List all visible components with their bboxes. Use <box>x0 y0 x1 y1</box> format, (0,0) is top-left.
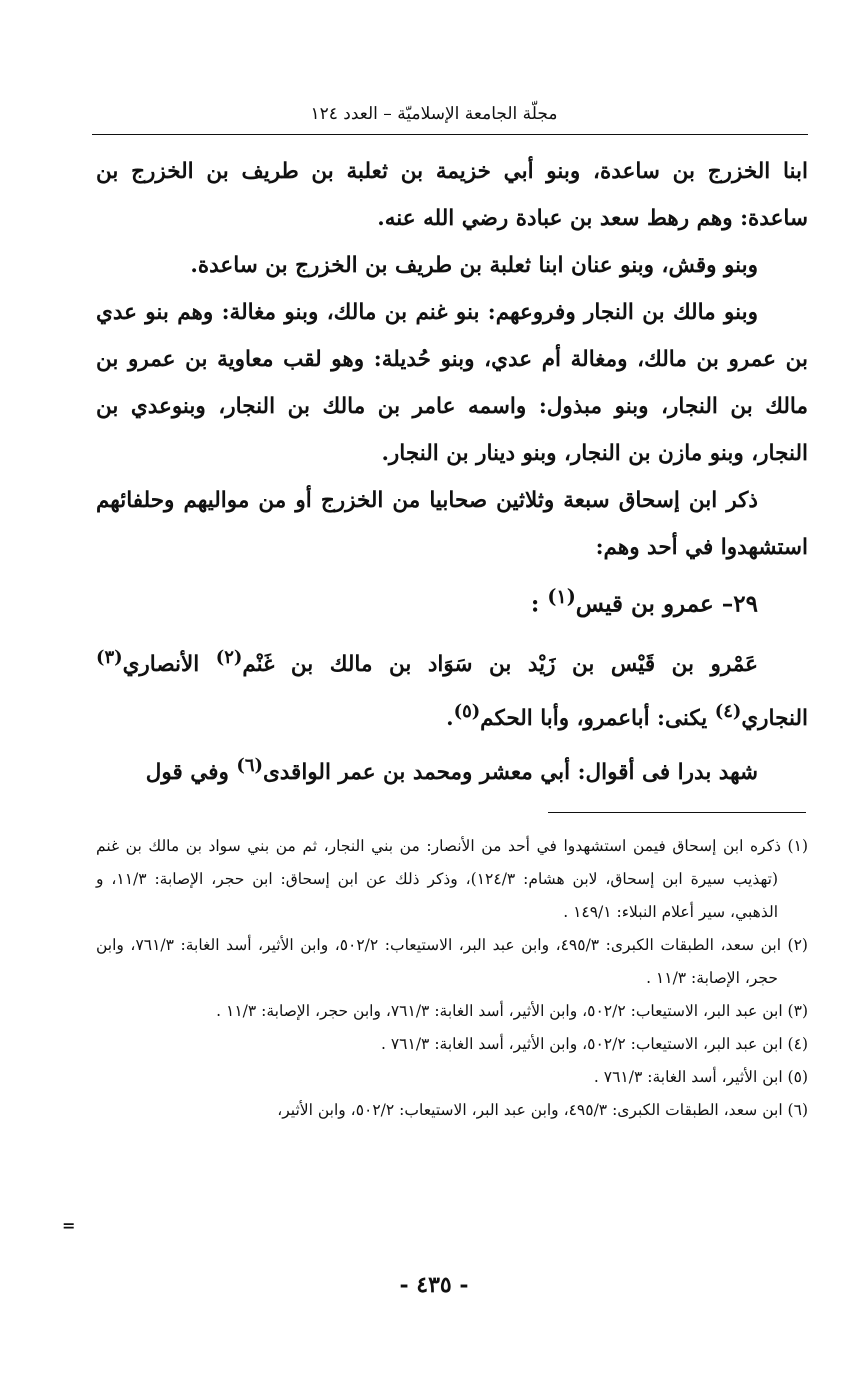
footnote-ref: (٤) <box>714 700 742 722</box>
text-run: عَمْرو بن قَيْس بن زَيْد بن سَوَاد بن مالك بن غَنْم <box>242 651 758 677</box>
section-heading <box>96 573 808 628</box>
footnote-ref: (٣) <box>96 646 123 668</box>
footnote-ref: (٥) <box>453 700 481 722</box>
paragraph <box>96 742 808 796</box>
footnote-ref: (٢) <box>215 646 243 668</box>
paragraph: ذكر ابن إسحاق سبعة وثلاثين صحابيا من الخزرج أو من مواليهم وحلفائهم استشهدوا في أحد وهم: <box>96 488 808 560</box>
continuation-mark: = <box>62 1216 76 1235</box>
text-run: يكنى: أباعمرو، وأبا الحكم <box>480 705 715 731</box>
text-run: وفي قول <box>145 760 237 786</box>
footnote: (١) ذكره ابن إسحاق فيمن استشهدوا في أحد من الأنصار: من بني النجار، ثم من بني سواد بن مالك بن غنم (تهذيب سيرة ابن إسحاق، لابن هشام: ١٢٤/٣)، وذكر ذلك عن ابن إسحاق: ابن حجر، الإصابة: ١١/٣، و الذهبي، سير أعلام النبلاء: ١٤٩/١ . <box>96 837 808 921</box>
footnote-ref: (١) <box>547 585 576 608</box>
text-run: النجاري <box>741 705 808 731</box>
main-text <box>96 148 808 796</box>
page-number: - ٤٣٥ - <box>399 1272 469 1298</box>
footnote: (٤) ابن عبد البر، الاستيعاب: ٥٠٢/٢، وابن الأثير، أسد الغابة: ٧٦١/٣ . <box>381 1035 808 1053</box>
paragraph <box>96 634 808 742</box>
paragraph: وبنو وقش، وبنو عنان ابنا ثعلبة بن طريف بن الخزرج بن ساعدة. <box>190 253 758 278</box>
heading-tail: : <box>530 590 548 618</box>
footnote: (٣) ابن عبد البر، الاستيعاب: ٥٠٢/٢، وابن الأثير، أسد الغابة: ٧٦١/٣، وابن حجر، الإصابة: ١١/٣ . <box>216 1002 808 1020</box>
paragraph: وبنو مالك بن النجار وفروعهم: بنو غنم بن مالك، وبنو مغالة: وهم بنو عدي بن عمرو بن مالك، ومغالة أم عدي، وبنو حُديلة: وهو لقب معاوية بن عمرو بن مالك بن النجار، وبنو مبذول: واسمه عامر بن مالك بن النجار، وبنوعدي بن النجار، وبنو مازن بن النجار، وبنو دينار بن النجار. <box>96 300 808 466</box>
paragraph: ابنا الخزرج بن ساعدة، وبنو أبي خزيمة بن ثعلبة بن طريف بن الخزرج بن ساعدة: وهم رهط سعد بن عبادة رضي الله عنه. <box>96 159 808 231</box>
footnote: (٢) ابن سعد، الطبقات الكبرى: ٤٩٥/٣، وابن عبد البر، الاستيعاب: ٥٠٢/٢، وابن الأثير، أسد الغابة: ٧٦١/٣، وابن حجر، الإصابة: ١١/٣ . <box>96 936 808 987</box>
text-run: شهد بدرا فى أقوال: أبي معشر ومحمد بن عمر الواقدى <box>262 760 758 786</box>
footnote-divider <box>548 812 806 813</box>
running-header: مجلّة الجامعة الإسلاميّة – العدد ١٢٤ <box>310 104 558 124</box>
text-run: . <box>446 705 454 731</box>
footnote: (٥) ابن الأثير، أسد الغابة: ٧٦١/٣ . <box>593 1068 808 1086</box>
footnote: (٦) ابن سعد، الطبقات الكبرى: ٤٩٥/٣، وابن عبد البر، الاستيعاب: ٥٠٢/٢، وابن الأثير، <box>277 1101 808 1119</box>
text-run: الأنصاري <box>122 651 216 677</box>
footnotes <box>96 830 808 1127</box>
heading-text: ٢٩– عمرو بن قيس <box>575 590 758 618</box>
header-divider <box>92 134 808 135</box>
footnote-ref: (٦) <box>236 754 263 776</box>
